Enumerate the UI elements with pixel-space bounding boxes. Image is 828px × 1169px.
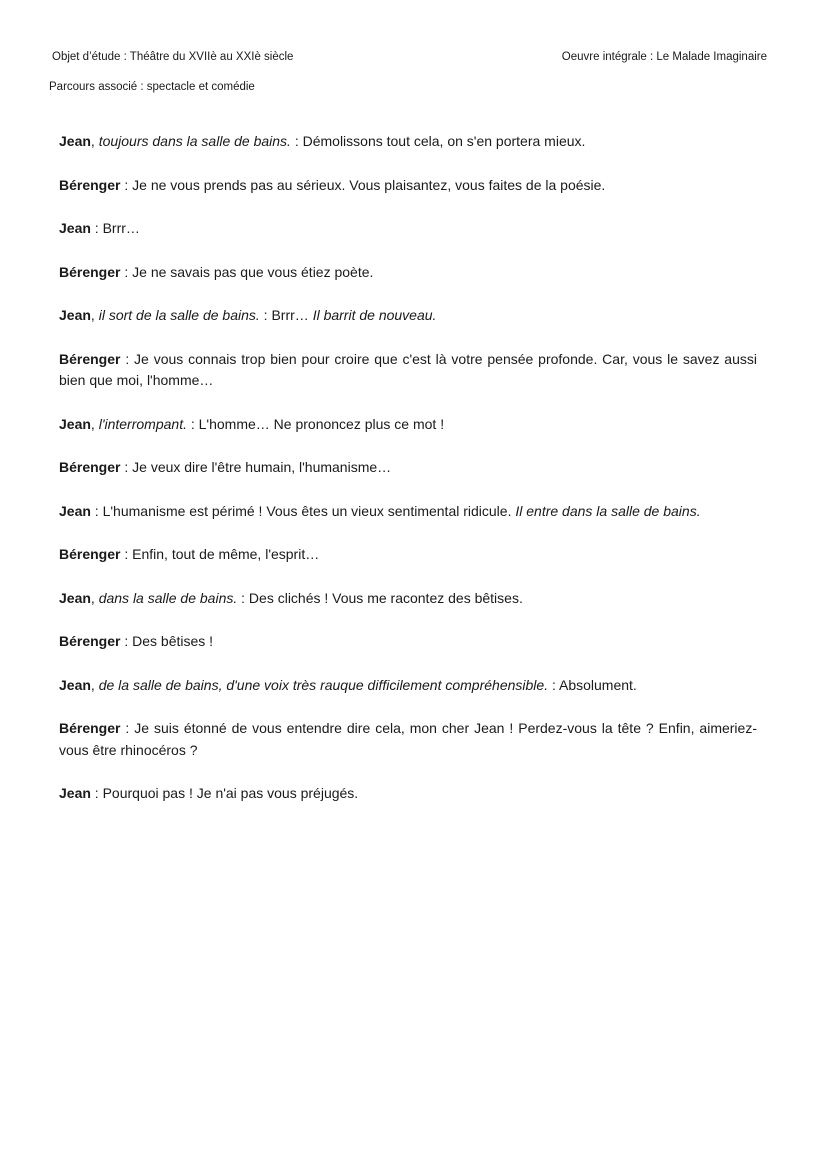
speaker-name: Jean [59, 133, 91, 149]
dialogue-line [59, 218, 757, 240]
line-text: : L'humanisme est périmé ! Vous êtes un vieux sentimental ridicule. [90, 502, 516, 519]
line-text: : Des clichés ! Vous me racontez des bêtises. [237, 589, 523, 606]
dialogue-line [59, 305, 757, 327]
speaker-name: Bérenger [59, 459, 121, 475]
line-text: : Brrr… [259, 307, 313, 323]
line-text: : L'homme… Ne prononcez plus ce mot ! [186, 415, 445, 432]
line-text: : Brrr… [90, 220, 140, 236]
speaker-name: Jean [59, 415, 91, 432]
line-text: : Démolissons tout cela, on s'en portera mieux. [290, 133, 586, 149]
separator: , [90, 415, 99, 432]
stage-direction: Il entre dans la salle de bains. [515, 502, 701, 519]
dialogue-body [59, 131, 757, 827]
line-text: : Je vous connais trop bien pour croire que c'est là votre pensée profonde. Car, vous le savez aussi bien que moi, l'homme… [59, 350, 757, 388]
stage-direction: de la salle de bains, d'une voix très rauque difficilement compréhensible. [98, 676, 549, 693]
dialogue-line [59, 457, 757, 479]
line-text: : Pourquoi pas ! Je n'ai pas vous préjugés. [90, 785, 359, 801]
speaker-name: Jean [59, 307, 91, 323]
stage-direction: toujours dans la salle de bains. [98, 133, 291, 149]
separator: , [90, 589, 99, 606]
stage-direction: il sort de la salle de bains. [98, 307, 260, 323]
header-study-object: Objet d’étude : Théâtre du XVIIè au XXIè siècle [52, 51, 294, 63]
dialogue-line [59, 783, 757, 805]
separator: , [90, 133, 99, 149]
line-text: : Absolument. [548, 676, 637, 693]
stage-direction: l'interrompant. [98, 415, 187, 432]
dialogue-line [59, 262, 757, 284]
line-text: : Je ne vous prends pas au sérieux. Vous plaisantez, vous faites de la poésie. [120, 176, 606, 193]
line-text: : Je veux dire l'être humain, l'humanisme… [120, 459, 392, 475]
speaker-name: Jean [59, 220, 91, 236]
dialogue-line [59, 544, 757, 566]
separator: , [90, 676, 99, 693]
speaker-name: Jean [59, 785, 91, 801]
speaker-name: Bérenger [59, 176, 121, 193]
speaker-name: Bérenger [59, 720, 121, 736]
speaker-name: Jean [59, 502, 91, 519]
speaker-name: Bérenger [59, 263, 121, 280]
speaker-name: Jean [59, 676, 91, 693]
speaker-name: Bérenger [59, 633, 121, 649]
line-text: : Des bêtises ! [120, 633, 214, 649]
dialogue-line [59, 588, 757, 610]
header-associated-path: Parcours associé : spectacle et comédie [49, 81, 255, 93]
stage-direction: dans la salle de bains. [98, 589, 238, 606]
speaker-name: Bérenger [59, 546, 121, 562]
dialogue-line [59, 349, 757, 392]
header-full-work: Oeuvre intégrale : Le Malade Imaginaire [561, 51, 767, 63]
dialogue-line [59, 631, 757, 653]
dialogue-line [59, 131, 757, 153]
line-text: : Enfin, tout de même, l'esprit… [120, 546, 320, 562]
dialogue-line [59, 175, 757, 197]
dialogue-line [59, 501, 757, 523]
dialogue-line [59, 718, 757, 761]
stage-direction: Il barrit de nouveau. [312, 307, 437, 323]
dialogue-line [59, 414, 757, 436]
line-text: : Je suis étonné de vous entendre dire cela, mon cher Jean ! Perdez-vous la tête ? Enfin, aimeriez-vous être rhinocéros ? [59, 720, 757, 758]
speaker-name: Bérenger [59, 350, 121, 367]
dialogue-line [59, 675, 757, 697]
speaker-name: Jean [59, 589, 91, 606]
separator: , [90, 307, 99, 323]
line-text: : Je ne savais pas que vous étiez poète. [120, 263, 374, 280]
